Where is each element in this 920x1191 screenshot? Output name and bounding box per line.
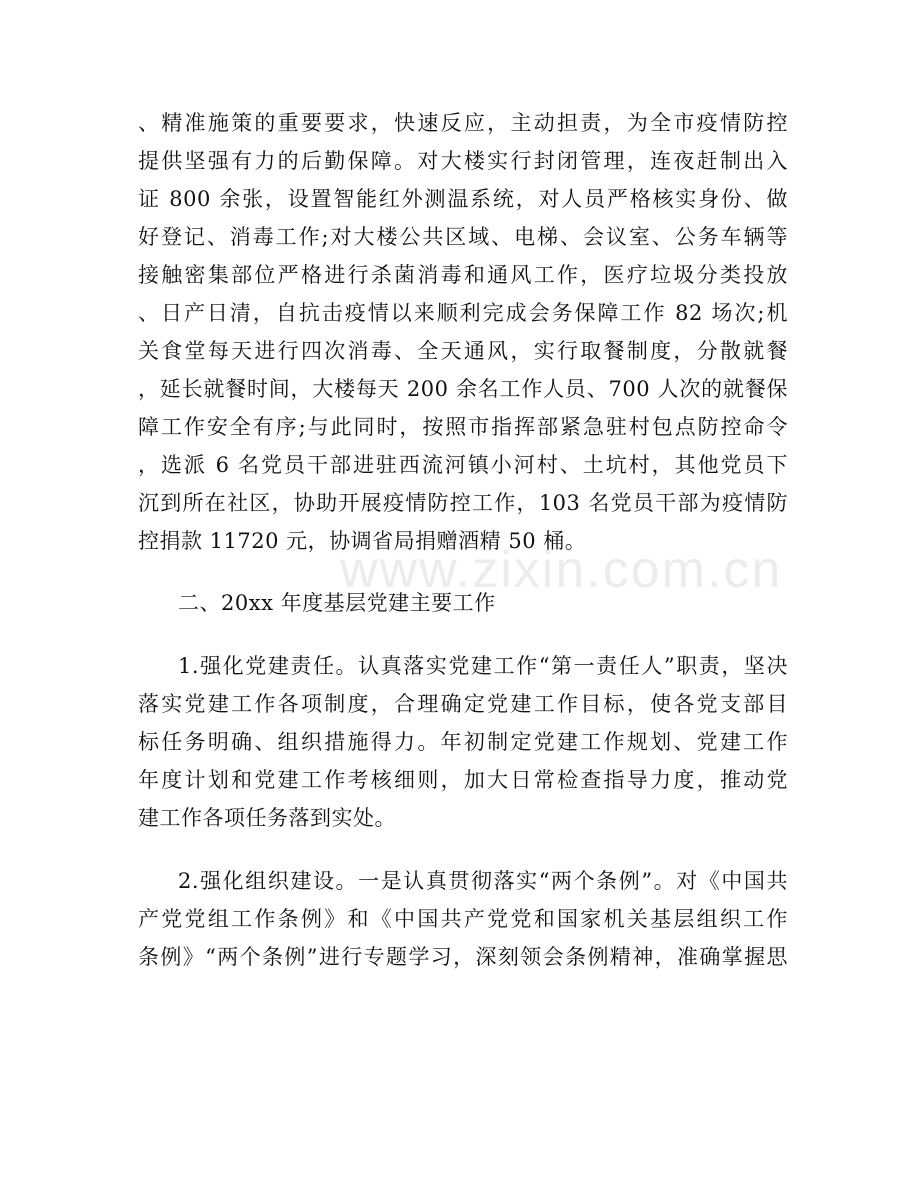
paragraph1-line-8: ，延长就餐时间，大楼每天 200 余名工作人员、700 人次的就餐保	[138, 377, 788, 401]
paragraph1-line-9: 障工作安全有序;与此同时，按照市指挥部紧急驻村包点防控命令	[138, 415, 788, 439]
paragraph1-line-11: 沉到所在社区，协助开展疫情防控工作，103 名党员干部为疫情防	[138, 491, 788, 515]
paragraph2-line-1: 1.强化党建责任。认真落实党建工作“第一责任人”职责，坚决	[178, 654, 788, 678]
paragraph1-line-4: 好登记、消毒工作;对大楼公共区域、电梯、会议室、公务车辆等	[138, 225, 788, 249]
paragraph3-line-2: 产党党组工作条例》和《中国共产党党和国家机关基层组织工作	[138, 907, 788, 931]
paragraph1-line-12: 控捐款 11720 元，协调省局捐赠酒精 50 桶。	[138, 529, 587, 553]
paragraph1-line-10: ，选派 6 名党员干部进驻西流河镇小河村、土坑村，其他党员下	[138, 453, 788, 477]
paragraph2-line-5: 建工作各项任务落到实处。	[138, 806, 396, 830]
paragraph2-line-3: 标任务明确、组织措施得力。年初制定党建工作规划、党建工作	[138, 730, 788, 754]
paragraph1-line-1: 、精准施策的重要要求，快速反应，主动担责，为全市疫情防控	[138, 111, 788, 135]
paragraph1-line-5: 接触密集部位严格进行杀菌消毒和通风工作，医疗垃圾分类投放	[138, 263, 788, 287]
paragraph1-line-6: 、日产日清，自抗击疫情以来顺利完成会务保障工作 82 场次;机	[138, 301, 788, 325]
paragraph2-line-2: 落实党建工作各项制度，合理确定党建工作目标，使各党支部目	[138, 692, 788, 716]
paragraph2-line-4: 年度计划和党建工作考核细则，加大日常检查指导力度，推动党	[138, 768, 788, 792]
section-heading: 二、20xx 年度基层党建主要工作	[178, 591, 496, 615]
paragraph3-line-1: 2.强化组织建设。一是认真贯彻落实“两个条例”。对《中国共	[178, 869, 788, 893]
paragraph1-line-2: 提供坚强有力的后勤保障。对大楼实行封闭管理，连夜赶制出入	[138, 149, 788, 173]
watermark: www.zixin.com.cn	[340, 541, 783, 599]
paragraph3-line-3: 条例》“两个条例”进行专题学习，深刻领会条例精神，准确掌握思	[138, 945, 788, 969]
paragraph1-line-3: 证 800 余张，设置智能红外测温系统，对人员严格核实身份、做	[138, 187, 788, 211]
paragraph1-line-7: 关食堂每天进行四次消毒、全天通风，实行取餐制度，分散就餐	[138, 339, 788, 363]
